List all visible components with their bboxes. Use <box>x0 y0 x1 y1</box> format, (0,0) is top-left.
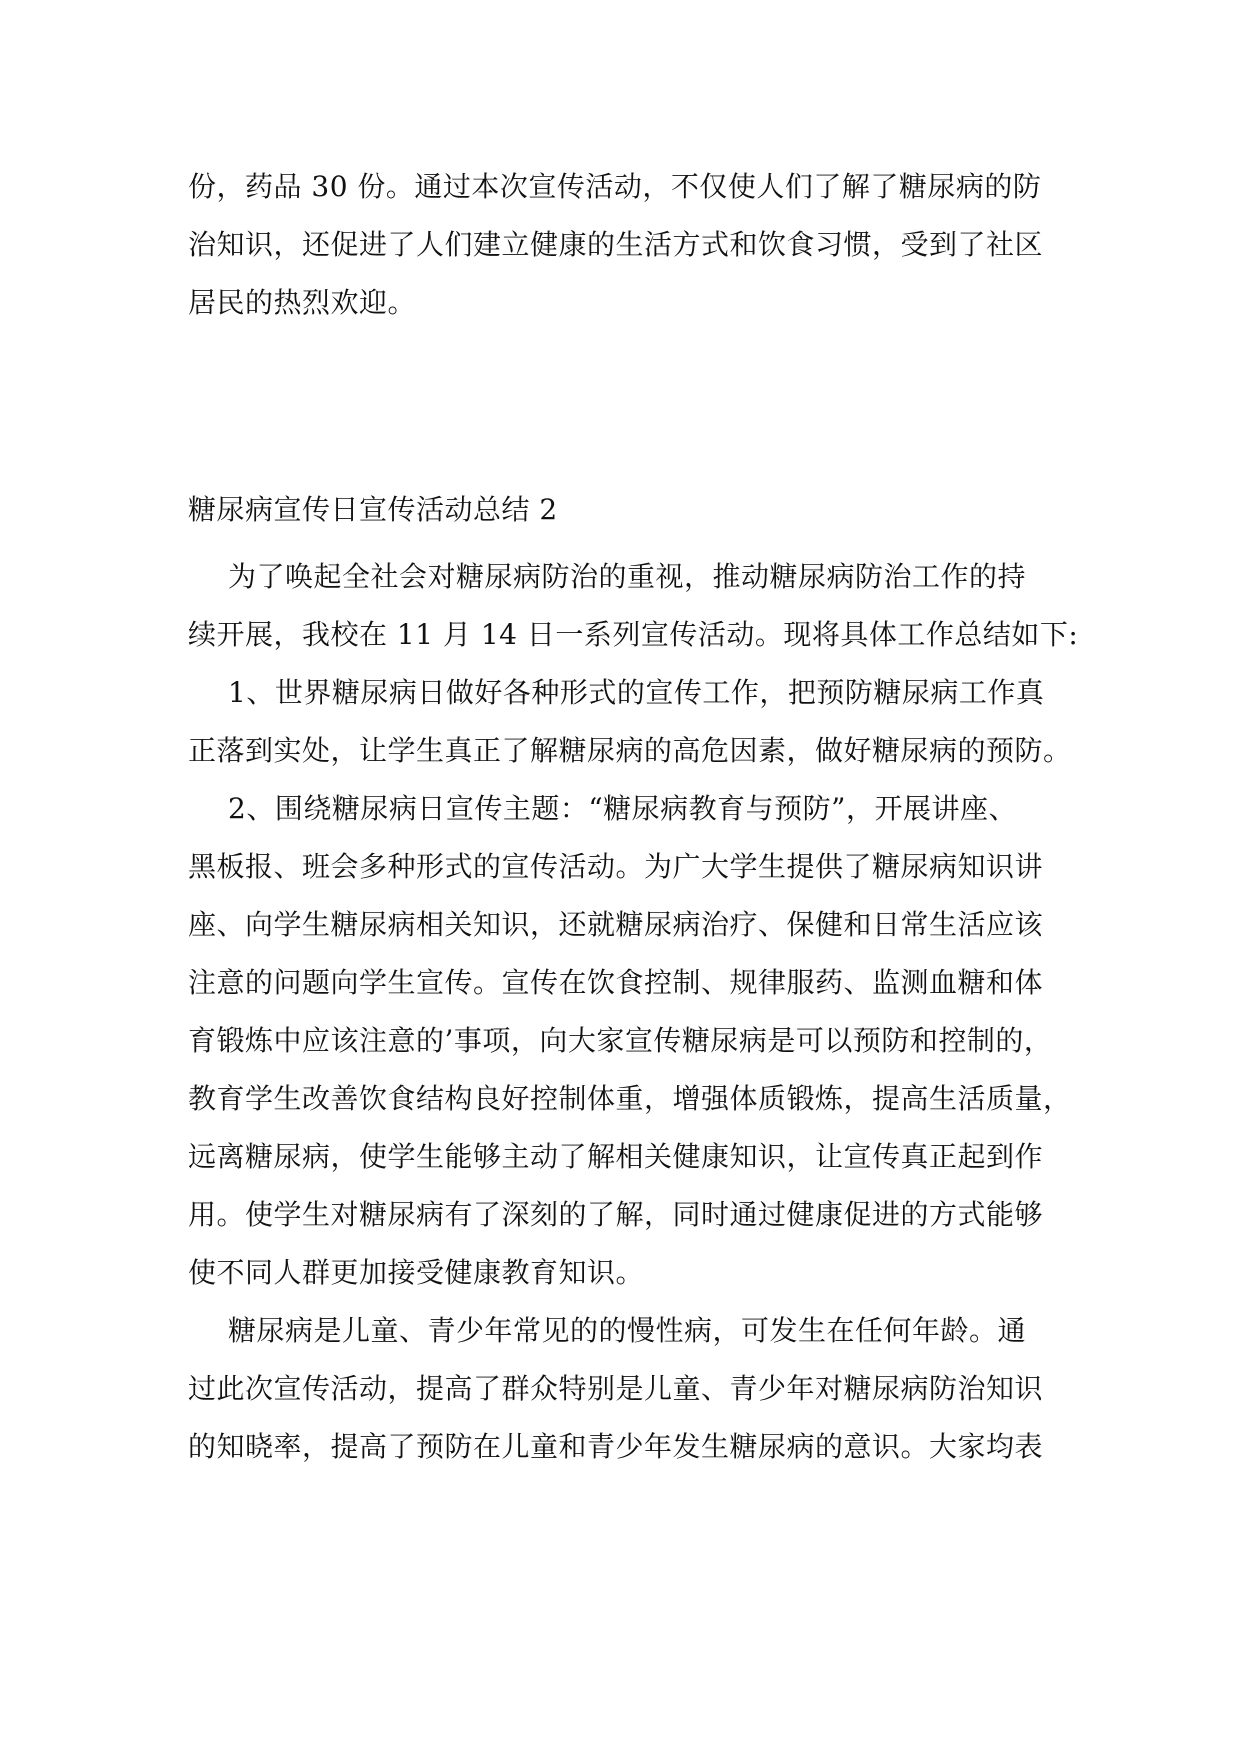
body-text <box>188 548 1079 1476</box>
text-line: 黑板报、班会多种形式的宣传活动。为广大学生提供了糖尿病知识讲 <box>188 850 1044 883</box>
text-line: 远离糖尿病，使学生能够主动了解相关健康知识，让宣传真正起到作 <box>188 1140 1044 1173</box>
text-line: 过此次宣传活动，提高了群众特别是儿童、青少年对糖尿病防治知识 <box>188 1372 1044 1405</box>
text-line: 为了唤起全社会对糖尿病防治的重视，推动糖尿病防治工作的持 <box>228 560 1027 593</box>
section-title-block <box>188 481 1060 539</box>
text-line: 份，药品 30 份。通过本次宣传活动，不仅使人们了解了糖尿病的防 <box>188 170 1042 203</box>
text-line: 2、围绕糖尿病日宣传主题：“糖尿病教育与预防”，开展讲座、 <box>228 792 1017 825</box>
text-line: 使不同人群更加接受健康教育知识。 <box>188 1256 645 1289</box>
text-line: 居民的热烈欢迎。 <box>188 286 417 319</box>
text-line: 糖尿病是儿童、青少年常见的的慢性病，可发生在任何年龄。通 <box>228 1314 1027 1347</box>
text-line: 的知晓率，提高了预防在儿童和青少年发生糖尿病的意识。大家均表 <box>188 1430 1044 1463</box>
text-line: 正落到实处，让学生真正了解糖尿病的高危因素，做好糖尿病的预防。 <box>188 734 1072 767</box>
text-line: 座、向学生糖尿病相关知识，还就糖尿病治疗、保健和日常生活应该 <box>188 908 1044 941</box>
text-line: 注意的问题向学生宣传。宣传在饮食控制、规律服药、监测血糖和体 <box>188 966 1044 999</box>
text-line: 教育学生改善饮食结构良好控制体重，增强体质锻炼，提高生活质量， <box>188 1082 1072 1115</box>
text-line: 治知识，还促进了人们建立健康的生活方式和饮食习惯，受到了社区 <box>188 228 1044 261</box>
text-line: 续开展，我校在 11 月 14 日一系列宣传活动。现将具体工作总结如下: <box>188 618 1079 651</box>
section-title: 糖尿病宣传日宣传活动总结 2 <box>188 493 558 526</box>
text-line: 1、世界糖尿病日做好各种形式的宣传工作，把预防糖尿病工作真 <box>228 676 1045 709</box>
text-line: 育锻炼中应该注意的’事项，向大家宣传糖尿病是可以预防和控制的， <box>188 1024 1053 1057</box>
paragraph-conclusion <box>188 1302 1060 1476</box>
text-line: 用。使学生对糖尿病有了深刻的了解，同时通过健康促进的方式能够 <box>188 1198 1044 1231</box>
paragraph-item-2 <box>188 780 1072 1302</box>
paragraph-item-1 <box>188 664 1072 780</box>
paragraph-intro <box>188 548 1079 664</box>
intro-paragraph <box>188 158 1060 332</box>
